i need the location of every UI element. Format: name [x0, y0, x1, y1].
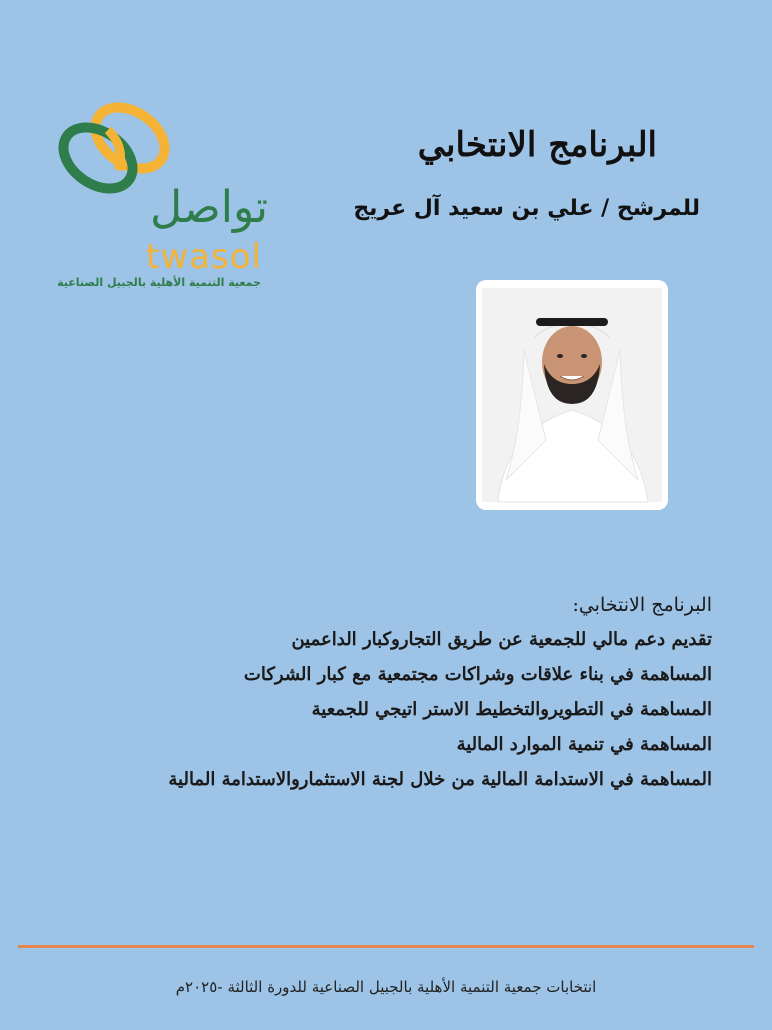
candidate-name: للمرشح / علي بن سعيد آل عريج — [353, 196, 700, 221]
program-section — [168, 594, 712, 797]
logo-english-name: twasol — [146, 237, 262, 277]
program-item: المساهمة في تنمية الموارد المالية — [456, 734, 712, 755]
program-item: المساهمة في بناء علاقات وشراكات مجتمعية مع كبار الشركات — [243, 664, 712, 685]
program-list — [168, 622, 712, 797]
program-item: المساهمة في الاستدامة المالية من خلال لجنة الاستثماروالاستدامة المالية — [168, 769, 712, 790]
footer-text: انتخابات جمعية التنمية الأهلية بالجبيل الصناعية للدورة الثالثة -٢٠٢٥م — [175, 978, 597, 996]
candidate-photo — [476, 280, 668, 510]
page-title: البرنامج الانتخابي — [417, 125, 657, 165]
program-item: تقديم دعم مالي للجمعية عن طريق التجاروكبار الداعمين — [291, 629, 712, 650]
twasol-logo — [48, 90, 278, 295]
logo-arabic-name: تواصل — [150, 182, 268, 233]
program-item: المساهمة في التطويروالتخطيط الاستر اتيجي للجمعية — [311, 699, 712, 720]
program-heading: البرنامج الانتخابي: — [572, 594, 712, 616]
logo-tagline: جمعية التنمية الأهلية بالجبيل الصناعية — [57, 276, 261, 289]
footer-divider — [18, 945, 754, 948]
